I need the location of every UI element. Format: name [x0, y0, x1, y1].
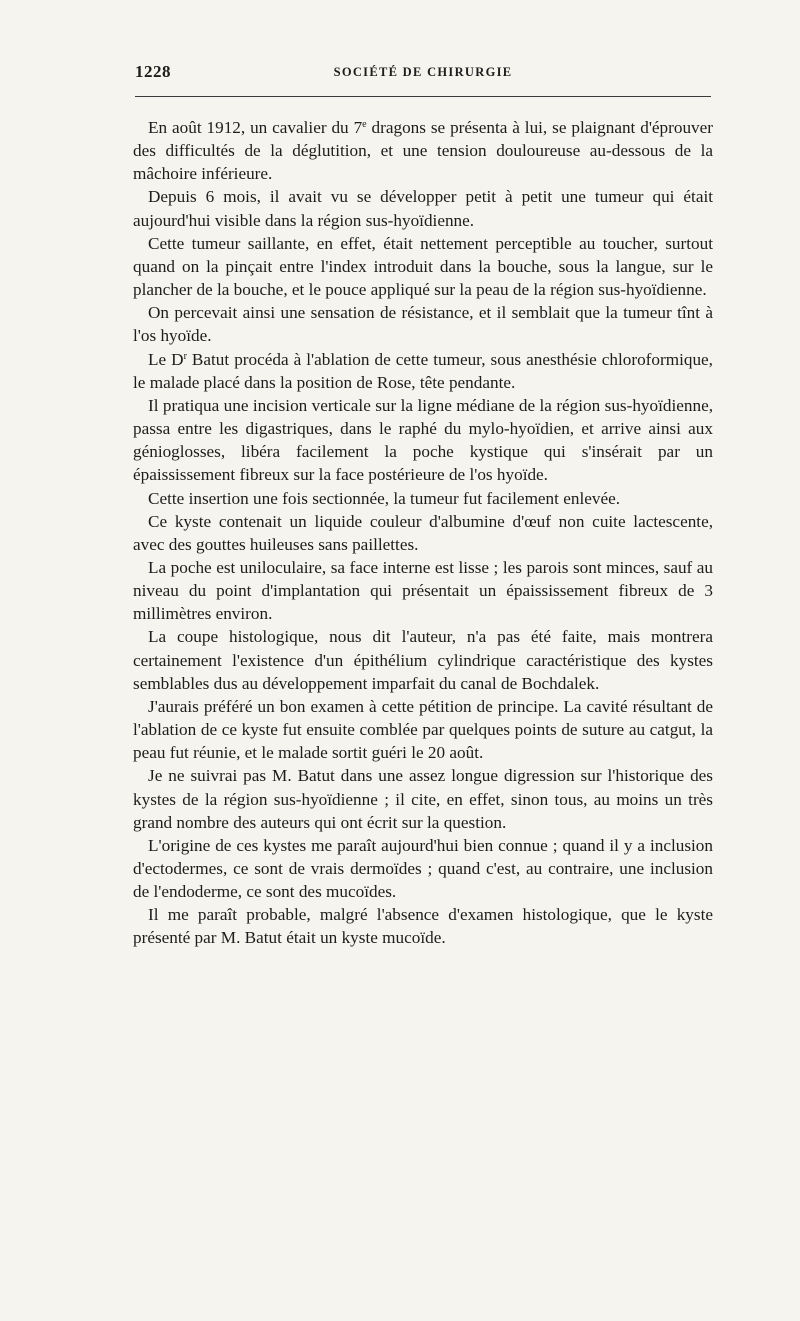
text-run: Je ne suivrai pas M. Batut dans une assez longue digression sur l'historique des kystes de la région sus-hyoïdienne ; il cite, en effet, sinon tous, au moins un très grand nombre des auteurs qui ont écrit sur la question.	[133, 766, 713, 832]
text-run: L'origine de ces kystes me paraît aujourd'hui bien connue ; quand il y a inclusion d'ectodermes, ce sont de vrais dermoïdes ; quand c'est, au contraire, une inclusion de l'endoderme, ce sont des mucoïdes.	[133, 835, 713, 902]
paragraph	[133, 301, 713, 347]
text-run: dragons se présenta à lui, se plaignant d'éprouver des difficultés de la déglutition, et une tension douloureuse au-dessous de la mâchoire inférieure.	[133, 118, 714, 184]
paragraph	[133, 556, 713, 625]
paragraph	[133, 510, 713, 556]
text-run: La poche est uniloculaire, sa face interne est lisse ; les parois sont minces, sauf au niveau du point d'implantation qui présentait un épaississement fibreux de 3 millimètres environ.	[133, 557, 713, 624]
text-run: Cette insertion une fois sectionnée, la tumeur fut facilement enlevée.	[148, 488, 621, 508]
text-run: Il me paraît probable, malgré l'absence d'examen histologique, que le kyste présenté par M. Batut était un kyste mucoïde.	[133, 905, 713, 948]
text-run: Ce kyste contenait un liquide couleur d'albumine d'œuf non cuite lactescente, avec des gouttes huileuses sans paillettes.	[133, 511, 713, 554]
text-run: On percevait ainsi une sensation de résistance, et il semblait que la tumeur tînt à l'os hyoïde.	[133, 303, 713, 346]
text-run: J'aurais préféré un bon examen à cette pétition de principe. La cavité résultant de l'ablation de ce kyste fut ensuite comblée par quelques points de suture au catgut, la peau fut réunie, et le malade sortit guéri le 20 août.	[133, 696, 713, 763]
superscript: e	[362, 119, 367, 130]
paragraph	[133, 487, 713, 510]
page-header	[135, 62, 711, 84]
paragraph	[133, 232, 713, 301]
paragraph	[133, 695, 713, 764]
text-run: En août 1912, un cavalier du 7	[148, 118, 363, 137]
paragraph	[133, 903, 713, 949]
page-number: 1228	[135, 62, 171, 81]
text-run: Cette tumeur saillante, en effet, était nettement perceptible au toucher, surtout quand on la pinçait entre l'index introduit dans la bouche, sous la langue, sur le plancher de la bouche, et le pouce appliqué sur la peau de la région sus-hyoïdienne.	[133, 233, 713, 300]
paragraph	[133, 185, 713, 231]
superscript: r	[183, 350, 187, 362]
paragraph	[133, 348, 713, 394]
text-run: La coupe histologique, nous dit l'auteur, n'a pas été faite, mais montrera certainement l'existence d'un épithélium cylindrique caractéristique des kystes semblables dus au développement imparfait du canal de Bochdalek.	[133, 627, 713, 693]
paragraph	[133, 116, 713, 185]
text-run: Depuis 6 mois, il avait vu se développer petit à petit une tumeur qui était aujourd'hui visible dans la région sus-hyoïdienne.	[133, 187, 713, 230]
header-rule	[135, 96, 711, 97]
paragraph	[133, 625, 713, 694]
paragraph	[133, 834, 713, 903]
paragraph	[133, 394, 713, 487]
running-title: SOCIÉTÉ DE CHIRURGIE	[333, 65, 513, 79]
body-text	[133, 116, 713, 950]
text-run: Il pratiqua une incision verticale sur la ligne médiane de la région sus-hyoïdienne, passa entre les digastriques, dans le raphé du mylo-hyoïdien, et arrive ainsi aux génioglosses, libéra facilement la poche kystique qui s'insérait par un épaississement fibreux sur la face postérieure de l'os hyoïde.	[133, 395, 713, 485]
text-run: Batut procéda à l'ablation de cette tumeur, sous anesthésie chloroformique, le malade placé dans la position de Rose, tête pendante.	[133, 349, 713, 392]
paragraph	[133, 764, 713, 833]
text-run: Le D	[148, 349, 184, 369]
